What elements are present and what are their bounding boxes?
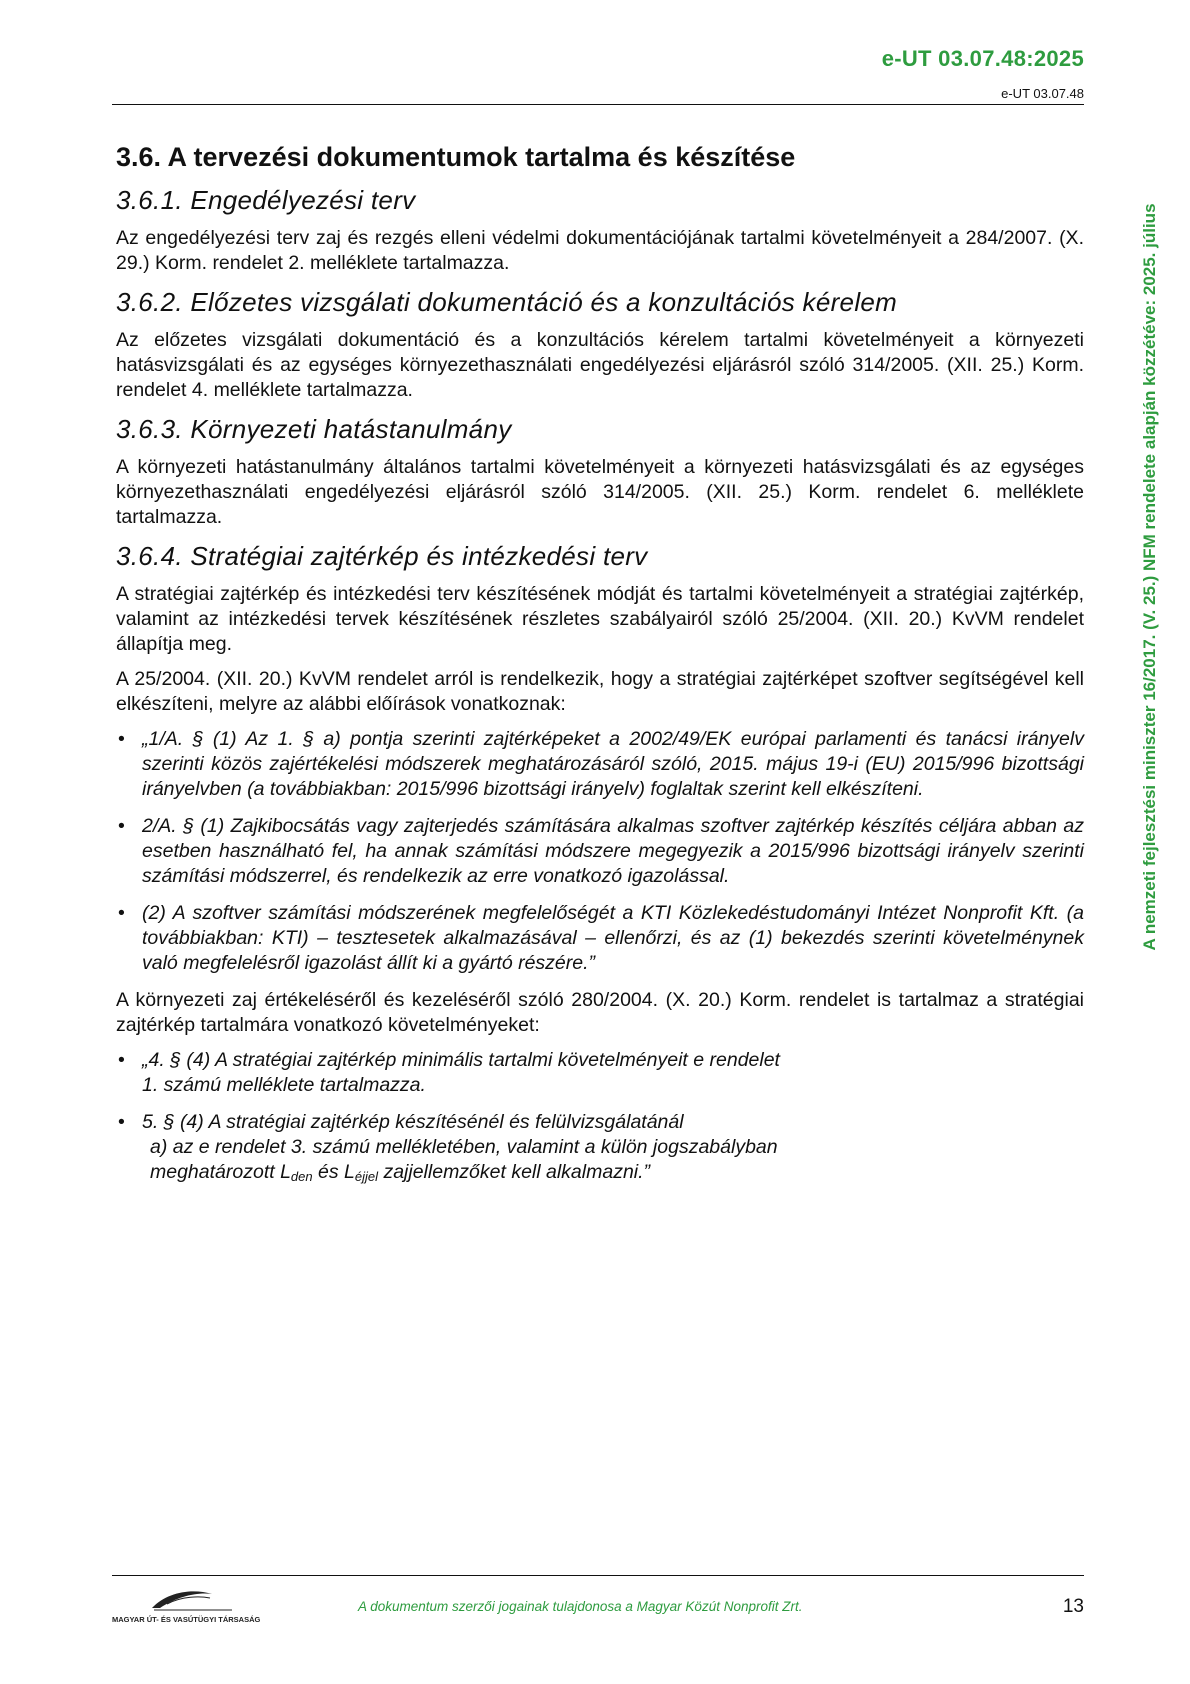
list-item	[116, 727, 1084, 802]
list-item-text: „1/A. § (1) Az 1. § a) pontja szerinti zajtérképeket a 2002/49/EK európai parlamenti és tanácsi irányelv szerinti közös zajértékelési módszerek meghatározásáról szóló, 2015. május 19-i (EU) 2015/996 bizottsági irányelvben (a továbbiakban: 2015/996 bizottsági irányelv) foglaltak szerint kell elkészíteni.	[142, 728, 1084, 800]
regulation-quote-list-2	[116, 1048, 1084, 1189]
bullet-icon: •	[118, 902, 125, 924]
paragraph: A stratégiai zajtérkép és intézkedési terv készítésének módját és tartalmi követelményeit a stratégiai zajtérkép, valamint az intézkedési tervek készítésének részletes szabályairól szóló 25/2004. (XII. 20.) KvVM rendelet állapítja meg.	[116, 583, 1084, 655]
list-item	[116, 814, 1084, 889]
bullet-icon: •	[118, 1049, 125, 1071]
side-publication-note-text: A nemzeti fejlesztési miniszter 16/2017. (V. 25.) NFM rendelete alapján közzétéve: 2025. július	[1140, 203, 1159, 951]
footer-divider	[112, 1575, 1084, 1576]
subsection-title-3-6-4: 3.6.4. Stratégiai zajtérkép és intézkedési terv	[116, 541, 648, 571]
list-item-text: (2) A szoftver számítási módszerének megfelelőségét a KTI Közlekedéstudományi Intézet Nonprofit Kft. (a továbbiakban: KTI) – tesztesetek alkalmazásával – ellenőrzi, és az (1) bekezdés szerinti követelménynek való megfelelésről igazolást állít ki a gyártó részére.”	[142, 902, 1084, 974]
header-divider	[112, 104, 1084, 105]
document-code-short: e-UT 03.07.48	[1001, 86, 1084, 101]
copyright-notice: A dokumentum szerzői jogainak tulajdonosa a Magyar Közút Nonprofit Zrt.	[358, 1599, 803, 1614]
regulation-quote-list	[116, 727, 1084, 976]
bullet-icon: •	[118, 728, 125, 750]
page-number: 13	[1062, 1596, 1084, 1617]
paragraph: Az engedélyezési terv zaj és rezgés elleni védelmi dokumentációjának tartalmi követelményeit a 284/2007. (X. 29.) Korm. rendelet 2. melléklete tartalmazza.	[116, 227, 1084, 274]
bullet-icon: •	[118, 1111, 125, 1133]
subsection-title-3-6-1: 3.6.1. Engedélyezési terv	[116, 185, 416, 215]
subscript-ejjel: éjjel	[354, 1169, 379, 1184]
subsection-title-3-6-2: 3.6.2. Előzetes vizsgálati dokumentáció és a konzultációs kérelem	[116, 287, 898, 317]
list-item-line: „4. § (4) A stratégiai zajtérkép minimális tartalmi követelményeit e rendelet	[142, 1049, 780, 1071]
paragraph: A 25/2004. (XII. 20.) KvVM rendelet arról is rendelkezik, hogy a stratégiai zajtérképet szoftver segítségével kell elkészíteni, melyre az alábbi előírások vonatkoznak:	[116, 668, 1084, 715]
list-item	[116, 901, 1084, 976]
society-logo	[112, 1586, 262, 1626]
list-item	[116, 1048, 902, 1098]
text-run: meghatározott L	[150, 1161, 291, 1183]
list-item-line	[142, 1160, 902, 1189]
subscript-den: den	[290, 1169, 313, 1184]
text-run: és L	[312, 1161, 355, 1183]
paragraph: A környezeti hatástanulmány általános tartalmi követelményeit a környezeti hatásvizsgálati és az egységes környezethasználati engedélyezési eljárásról szóló 314/2005. (XII. 25.) Korm. rendelet 6. melléklete tartalmazza.	[116, 456, 1084, 528]
list-item-text: 2/A. § (1) Zajkibocsátás vagy zajterjedés számítására alkalmas szoftver zajtérkép készítés céljára abban az esetben használható fel, ha annak számítási módszere megegyezik a 2015/996 bizottsági irányelv szerinti számítási módszerrel, és rendelkezik az erre vonatkozó igazolással.	[142, 815, 1084, 887]
list-item	[116, 1110, 902, 1189]
society-logo-text: MAGYAR ÚT- ÉS VASÚTÜGYI TÁRSASÁG	[112, 1615, 261, 1624]
list-item-line: a) az e rendelet 3. számú mellékletében, valamint a külön jogszabályban	[150, 1136, 778, 1158]
text-run: zajjellemzőket kell alkalmazni.”	[378, 1161, 651, 1183]
paragraph: A környezeti zaj értékeléséről és kezeléséről szóló 280/2004. (X. 20.) Korm. rendelet is tartalmaz a stratégiai zajtérkép tartalmára vonatkozó követelményeket:	[116, 989, 1084, 1036]
paragraph: Az előzetes vizsgálati dokumentáció és a konzultációs kérelem tartalmi követelményeit a környezeti hatásvizsgálati és az egységes környezethasználati engedélyezési eljárásról szóló 314/2005. (XII. 25.) Korm. rendelet 4. melléklete tartalmazza.	[116, 329, 1084, 401]
list-item-line: 5. § (4) A stratégiai zajtérkép készítésénél és felülvizsgálatánál	[142, 1111, 684, 1133]
list-item-line: 1. számú melléklete tartalmazza.	[142, 1074, 426, 1096]
page-content	[116, 140, 1084, 1201]
subsection-title-3-6-3: 3.6.3. Környezeti hatástanulmány	[116, 414, 512, 444]
bullet-icon: •	[118, 815, 125, 837]
section-title: 3.6. A tervezési dokumentumok tartalma és készítése	[116, 142, 796, 172]
document-code: e-UT 03.07.48:2025	[881, 46, 1084, 71]
